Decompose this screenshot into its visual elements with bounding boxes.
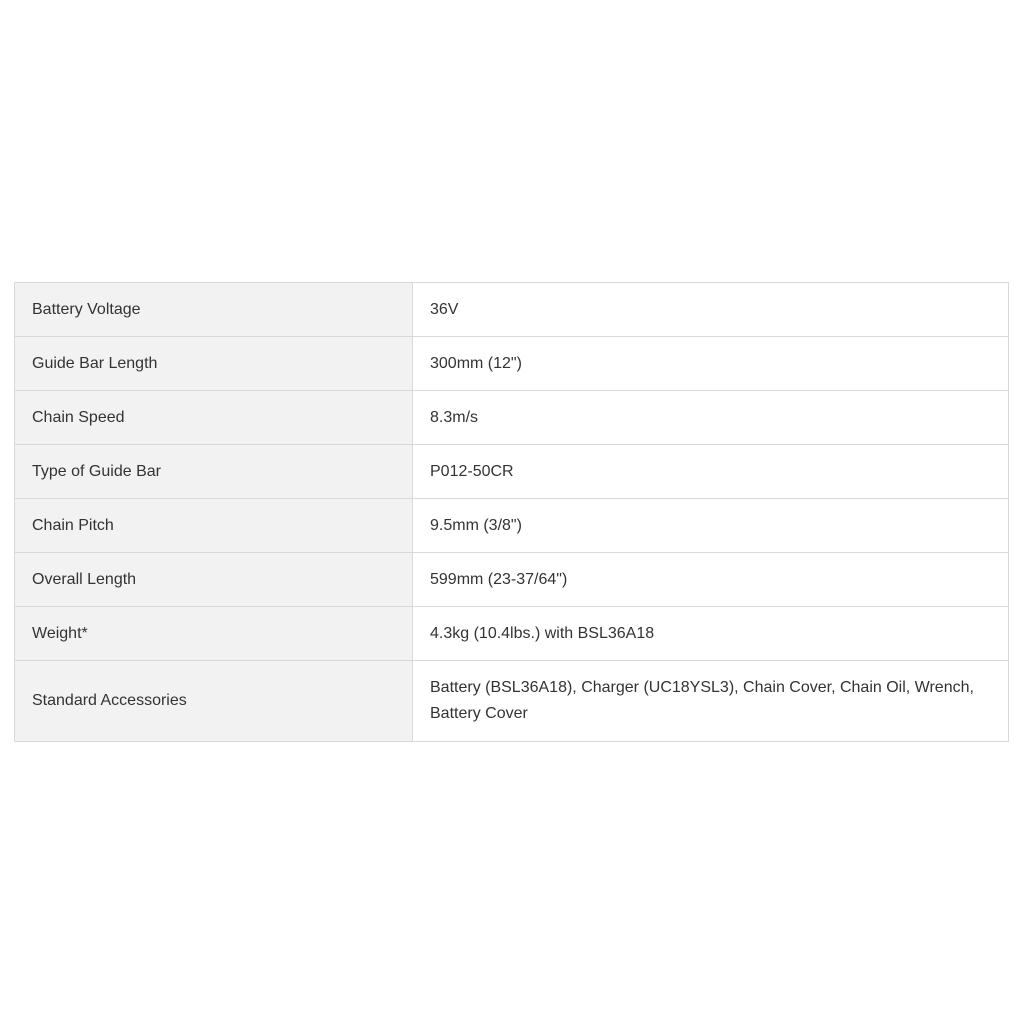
spec-label: Weight* xyxy=(15,607,413,661)
spec-row-guide-bar-length xyxy=(15,337,1009,391)
spec-row-type-of-guide-bar xyxy=(15,445,1009,499)
spec-label: Overall Length xyxy=(15,553,413,607)
spec-label: Guide Bar Length xyxy=(15,337,413,391)
spec-row-standard-accessories xyxy=(15,661,1009,742)
spec-value: 300mm (12") xyxy=(413,337,1009,391)
spec-row-overall-length xyxy=(15,553,1009,607)
spec-value: 36V xyxy=(413,283,1009,337)
spec-value: Battery (BSL36A18), Charger (UC18YSL3), Chain Cover, Chain Oil, Wrench, Battery Cover xyxy=(413,661,1009,742)
spec-row-battery-voltage xyxy=(15,283,1009,337)
spec-value: 8.3m/s xyxy=(413,391,1009,445)
spec-value: 4.3kg (10.4lbs.) with BSL36A18 xyxy=(413,607,1009,661)
spec-label: Standard Accessories xyxy=(15,661,413,742)
spec-row-chain-speed xyxy=(15,391,1009,445)
spec-row-chain-pitch xyxy=(15,499,1009,553)
spec-label: Chain Pitch xyxy=(15,499,413,553)
spec-value: P012-50CR xyxy=(413,445,1009,499)
spec-table xyxy=(14,282,1009,742)
spec-label: Type of Guide Bar xyxy=(15,445,413,499)
spec-row-weight xyxy=(15,607,1009,661)
spec-value: 599mm (23-37/64") xyxy=(413,553,1009,607)
spec-label: Chain Speed xyxy=(15,391,413,445)
spec-value: 9.5mm (3/8") xyxy=(413,499,1009,553)
spec-label: Battery Voltage xyxy=(15,283,413,337)
